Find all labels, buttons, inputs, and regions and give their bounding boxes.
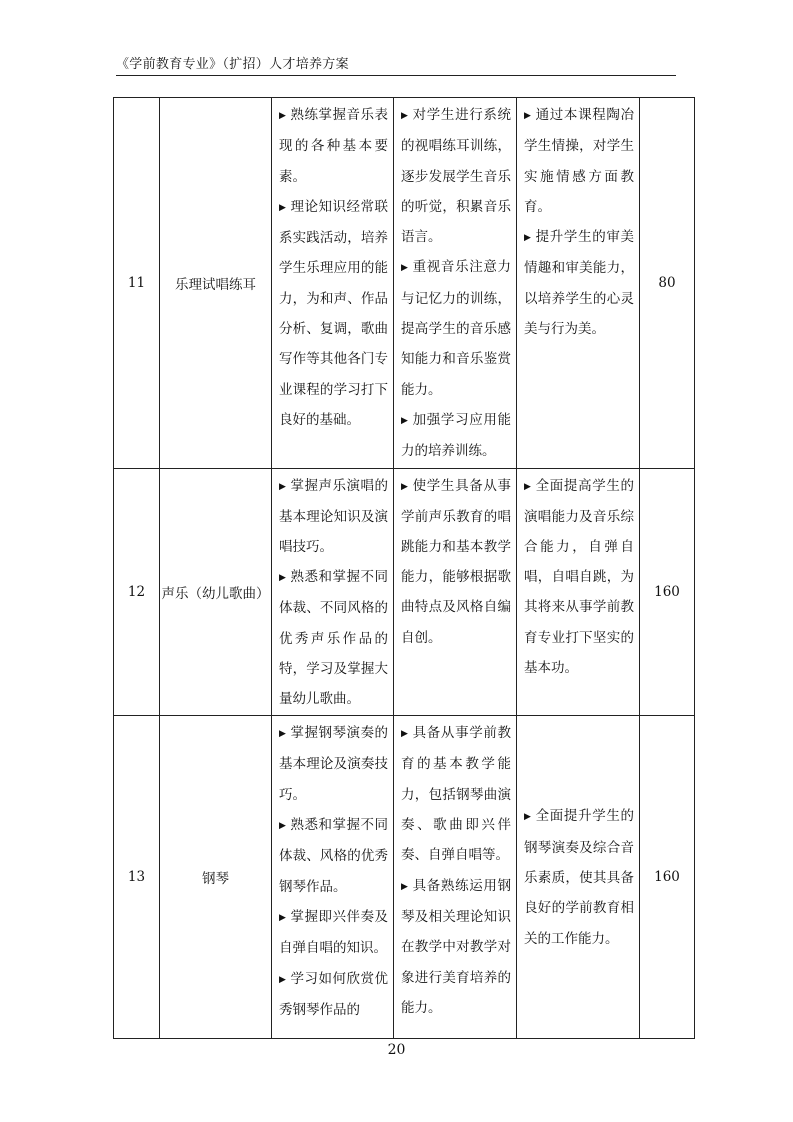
list-item: ▶ 使学生具备从事学前声乐教育的唱跳能力和基本教学能力，能够根据歌曲特点及风格自编自创。 [401, 471, 511, 653]
bullet-triangle-icon: ▶ [279, 729, 286, 740]
course-name: 乐理试唱练耳 [160, 98, 272, 469]
bullet-triangle-icon: ▶ [524, 481, 531, 492]
bullet-triangle-icon: ▶ [279, 573, 286, 584]
document-header-title: 《学前教育专业》（扩招）人才培养方案 [116, 57, 349, 72]
knowledge-cell [272, 98, 394, 469]
bullet-triangle-icon: ▶ [279, 111, 286, 121]
list-item: ▶ 全面提高学生的演唱能力及音乐综合能力，自弹自唱，自唱自跳，为其将来从事学前教育专业打下坚实的基本功。 [524, 471, 634, 683]
knowledge-cell [272, 468, 394, 716]
bullet-triangle-icon: ▶ [524, 233, 531, 244]
row-number: 12 [114, 468, 160, 716]
list-item: ▶ 加强学习应用能力的培养训练。 [401, 405, 511, 467]
list-item: ▶ 掌握钢琴演奏的基本理论及演奏技巧。 [279, 718, 388, 810]
list-item: ▶ 掌握即兴伴奏及自弹自唱的知识。 [279, 902, 388, 964]
bullet-triangle-icon: ▶ [279, 912, 286, 923]
bullet-triangle-icon: ▶ [401, 729, 408, 740]
list-item: ▶ 理论知识经常联系实践活动，培养学生乐理应用的能力，为和声、作品分析、复调，歌曲写作等其他各门专业课程的学习打下良好的基础。 [279, 192, 388, 435]
course-hours: 80 [640, 98, 695, 469]
ability-cell [394, 468, 517, 716]
table-row [114, 716, 695, 1039]
list-item: ▶ 全面提升学生的钢琴演奏及综合音乐素质，使其具备良好的学前教育相关的工作能力。 [524, 801, 634, 953]
bullet-triangle-icon: ▶ [401, 263, 408, 274]
course-name: 钢琴 [160, 716, 272, 1039]
list-item: ▶ 重视音乐注意力与记忆力的训练，提高学生的音乐感知能力和音乐鉴赏能力。 [401, 252, 511, 404]
bullet-triangle-icon: ▶ [401, 481, 408, 492]
quality-cell [517, 468, 640, 716]
bullet-triangle-icon: ▶ [524, 812, 531, 823]
bullet-triangle-icon: ▶ [524, 111, 531, 121]
list-item: ▶ 提升学生的审美情趣和审美能力，以培养学生的心灵美与行为美。 [524, 222, 634, 344]
list-item: ▶ 掌握声乐演唱的基本理论知识及演唱技巧。 [279, 471, 388, 563]
row-number: 13 [114, 716, 160, 1039]
table-row [114, 468, 695, 716]
header-divider [116, 75, 676, 76]
course-hours: 160 [640, 716, 695, 1039]
list-item: ▶ 熟练掌握音乐表现的各种基本要素。 [279, 100, 388, 192]
bullet-triangle-icon: ▶ [401, 881, 408, 892]
bullet-triangle-icon: ▶ [279, 481, 286, 492]
quality-cell [517, 716, 640, 1039]
list-item: ▶ 具备从事学前教育的基本教学能力，包括钢琴曲演奏、歌曲即兴伴奏、自弹自唱等。 [401, 718, 511, 870]
course-name: 声乐（幼儿歌曲） [160, 468, 272, 716]
list-item: ▶ 对学生进行系统的视唱练耳训练，逐步发展学生音乐的听觉，积累音乐语言。 [401, 100, 511, 252]
list-item: ▶ 熟悉和掌握不同体裁、风格的优秀钢琴作品。 [279, 810, 388, 902]
ability-cell [394, 98, 517, 469]
row-number: 11 [114, 98, 160, 469]
knowledge-cell [272, 716, 394, 1039]
ability-cell [394, 716, 517, 1039]
bullet-triangle-icon: ▶ [401, 415, 408, 426]
bullet-triangle-icon: ▶ [279, 821, 286, 832]
list-item: ▶ 熟悉和掌握不同体裁、不同风格的优秀声乐作品的特，学习及掌握大量幼儿歌曲。 [279, 562, 388, 714]
bullet-triangle-icon: ▶ [279, 974, 286, 985]
list-item: ▶ 通过本课程陶冶学生情操，对学生实施情感方面教育。 [524, 100, 634, 222]
bullet-triangle-icon: ▶ [279, 202, 286, 213]
list-item: ▶ 学习如何欣赏优秀钢琴作品的 [279, 964, 388, 1026]
bullet-triangle-icon: ▶ [401, 111, 408, 121]
list-item: ▶ 具备熟练运用钢琴及相关理论知识在教学中对教学对象进行美育培养的能力。 [401, 871, 511, 1023]
quality-cell [517, 98, 640, 469]
page-number: 20 [387, 1042, 406, 1058]
table-row [114, 98, 695, 469]
course-table [113, 97, 695, 1039]
course-hours: 160 [640, 468, 695, 716]
